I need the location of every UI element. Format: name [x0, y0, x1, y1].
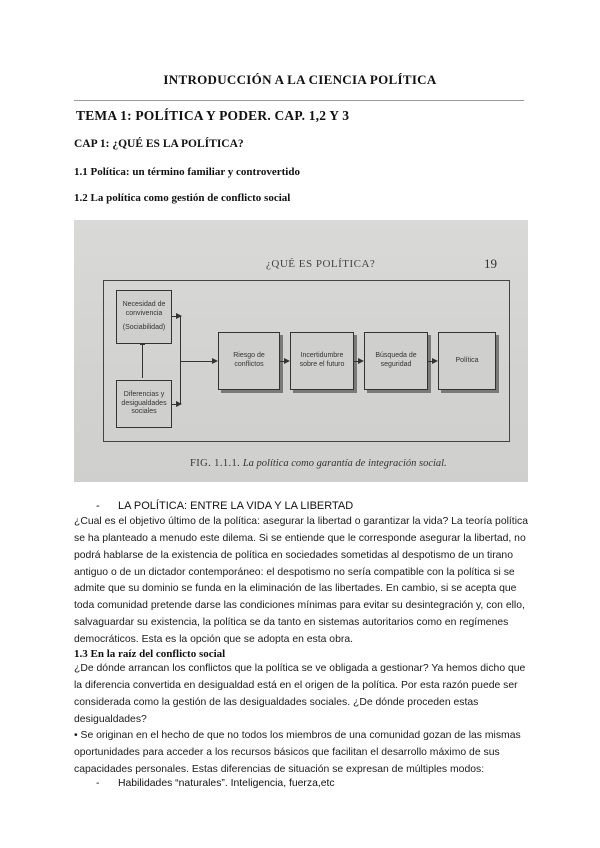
bracket-bottom-link — [172, 404, 180, 405]
box-politica — [438, 332, 496, 390]
tema-heading: TEMA 1: POLÍTICA Y PODER. CAP. 1,2 Y 3 — [76, 108, 350, 123]
vertical-link-up-tip — [140, 344, 145, 345]
box-sociabilidad-label: (Sociabilidad) — [122, 323, 166, 331]
arrow-to-busqueda — [354, 361, 362, 362]
section-a-heading — [96, 500, 353, 512]
box-necesidad-label: Necesidad de convivencia — [122, 301, 166, 318]
list-item-text: Habilidades “naturales”. Inteligencia, fuerza,etc — [118, 778, 335, 789]
section-a-paragraph: ¿Cual es el objetivo último de la política: asegurar la libertad o garantizar la vida? La teoría política se ha planteado a menudo este dilema. Si se entiende que le corresponde asegurar la libertad, no podrá hablarse de la existencia de política en sociedades sometidas al despotismo de un tirano antiguo o de un dictador contemporáneo: el despotismo no sería compatible con la política si se admite que su dominio se funda en la eliminación de las libertades. En cambio, si se acepta que toda comunidad pretende darse las condiciones mínimas para evitar su desintegración y, con ello, salvaguardar su existencia, la política se da tanto en sistemas autoritarios como en regímenes democráticos. Esta es la opción que se adopta en esta obra. — [74, 516, 528, 645]
figure-photo — [74, 220, 528, 482]
box-busqueda-label: Búsqueda de seguridad — [375, 352, 417, 368]
arrow-to-incertidumbre — [280, 361, 288, 362]
list-item — [96, 778, 335, 789]
box-incertidumbre-label: Incertidumbre sobre el futuro — [299, 352, 345, 368]
vertical-link — [142, 344, 143, 378]
box-diferencias-label: Diferencias y desigualdades sociales — [121, 390, 167, 416]
section-1-3-paragraph: ¿De dónde arrancan los conflictos que la política se ve obligada a gestionar? Ya hemos dicho que la diferencia convertida en desigualdad está en el origen de la política. Por esta razón puede ser considerada como la gestión de las desigualdades sociales. ¿De dónde proceden estas desigualdades? — [74, 663, 526, 725]
box-riesgo — [218, 332, 280, 390]
dash-marker: - — [96, 778, 100, 789]
bracket-top-link — [172, 316, 180, 317]
title-divider — [74, 100, 524, 101]
box-diferencias — [116, 380, 172, 428]
section-a-heading-text: LA POLÍTICA: ENTRE LA VIDA Y LA LIBERTAD — [118, 500, 354, 512]
figure-caption-text: La política como garantía de integración social. — [242, 458, 447, 469]
arrow-to-riesgo — [180, 361, 216, 362]
figure-page-number: 19 — [484, 256, 497, 271]
box-riesgo-label: Riesgo de conflictos — [233, 352, 265, 368]
section-1-3-heading: 1.3 En la raíz del conflicto social — [74, 648, 226, 660]
section-1-3-bullet: • Se originan en el hecho de que no todos los miembros de una comunidad gozan de las mismas oportunidades para acceder a los recursos básicos que facilitan el desarrollo máximo de sus capacidades personales. Estas diferencias de situación se expresan de múltiples modos: — [74, 730, 521, 776]
box-incertidumbre — [290, 332, 354, 390]
bracket-line — [180, 316, 181, 404]
arrow-to-politica — [428, 361, 436, 362]
figure-caption — [190, 458, 447, 469]
document-title: INTRODUCCIÓN A LA CIENCIA POLÍTICA — [163, 72, 437, 87]
dash-marker: - — [96, 500, 100, 512]
section-1-3-body — [74, 661, 530, 779]
box-necesidad — [116, 290, 172, 344]
figure-page-header: ¿QUÉ ES POLÍTICA? — [266, 258, 376, 270]
box-politica-label: Política — [455, 356, 479, 364]
section-1-2-heading: 1.2 La política como gestión de conflicto social — [74, 192, 291, 204]
chapter-heading: CAP 1: ¿QUÉ ES LA POLÍTICA? — [74, 138, 244, 150]
section-1-1-heading: 1.1 Política: un término familiar y controvertido — [74, 166, 300, 178]
figure-caption-label: FIG. 1.1.1. — [190, 458, 241, 469]
box-busqueda — [364, 332, 428, 390]
